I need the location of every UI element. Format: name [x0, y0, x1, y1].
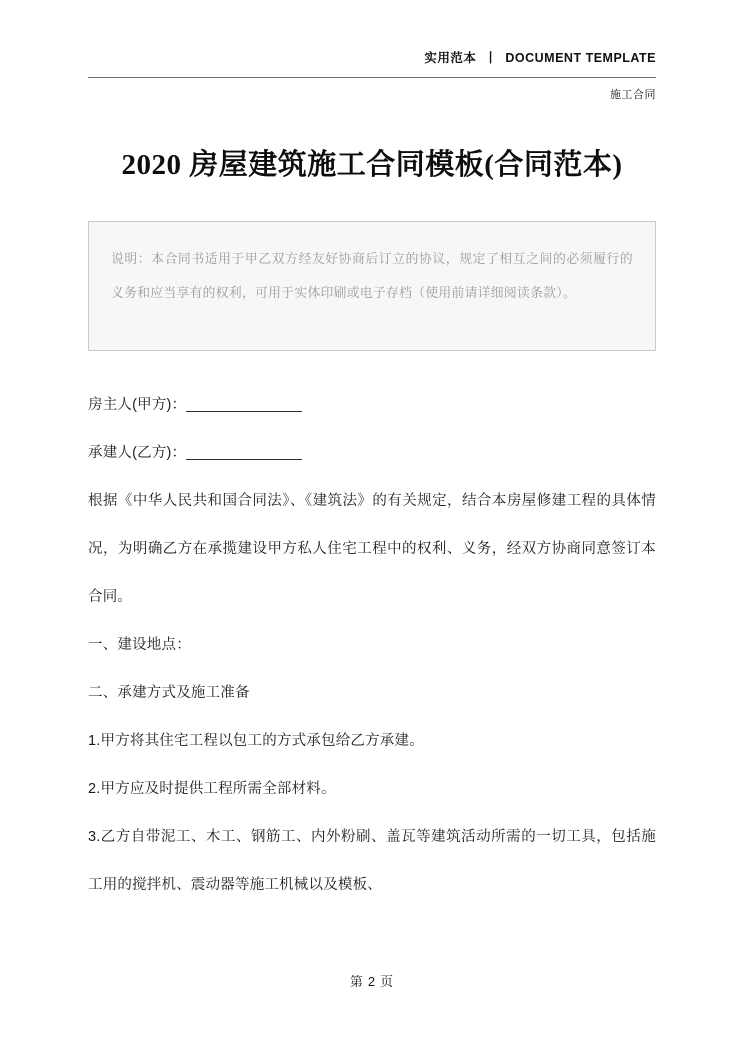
- paragraph-owner-party: 房主人(甲方)：______________: [88, 397, 302, 413]
- page-footer: [0, 971, 744, 990]
- header-brand-cn: 实用范本: [424, 51, 477, 65]
- document-body: [88, 381, 656, 909]
- paragraph-item-3: 3.乙方自带泥工、木工、钢筋工、内外粉刷、盖瓦等建筑活动所需的一切工具，包括施工用的搅拌机、震动器等施工机械以及模板、: [88, 829, 656, 893]
- footer-prefix: 第: [349, 974, 364, 989]
- paragraph-section-one: 一、建设地点：: [88, 637, 191, 653]
- note-box: [88, 221, 656, 351]
- footer-page-number: 2: [367, 974, 377, 989]
- header-separator: 丨: [484, 51, 498, 65]
- footer-suffix: 页: [380, 974, 395, 989]
- page-header: [88, 0, 656, 102]
- header-subtitle: 施工合同: [610, 89, 656, 101]
- header-brand: [88, 48, 656, 66]
- paragraph-contractor-party: 承建人(乙方)：______________: [88, 445, 302, 461]
- header-brand-en: DOCUMENT TEMPLATE: [505, 51, 656, 65]
- paragraph-item-2: 2.甲方应及时提供工程所需全部材料。: [88, 781, 336, 797]
- note-text: 说明：本合同书适用于甲乙双方经友好协商后订立的协议，规定了相互之间的必须履行的义务和应当享有的权利，可用于实体印刷或电子存档（使用前请详细阅读条款）。: [111, 251, 633, 300]
- paragraph-item-1: 1.甲方将其住宅工程以包工的方式承包给乙方承建。: [88, 733, 424, 749]
- paragraph-preamble: 根据《中华人民共和国合同法》、《建筑法》的有关规定，结合本房屋修建工程的具体情况，为明确乙方在承揽建设甲方私人住宅工程中的权利、义务，经双方协商同意签订本合同。: [88, 493, 656, 605]
- paragraph-section-two: 二、承建方式及施工准备: [88, 685, 250, 701]
- page-title: 2020 房屋建筑施工合同模板(合同范本): [121, 149, 623, 181]
